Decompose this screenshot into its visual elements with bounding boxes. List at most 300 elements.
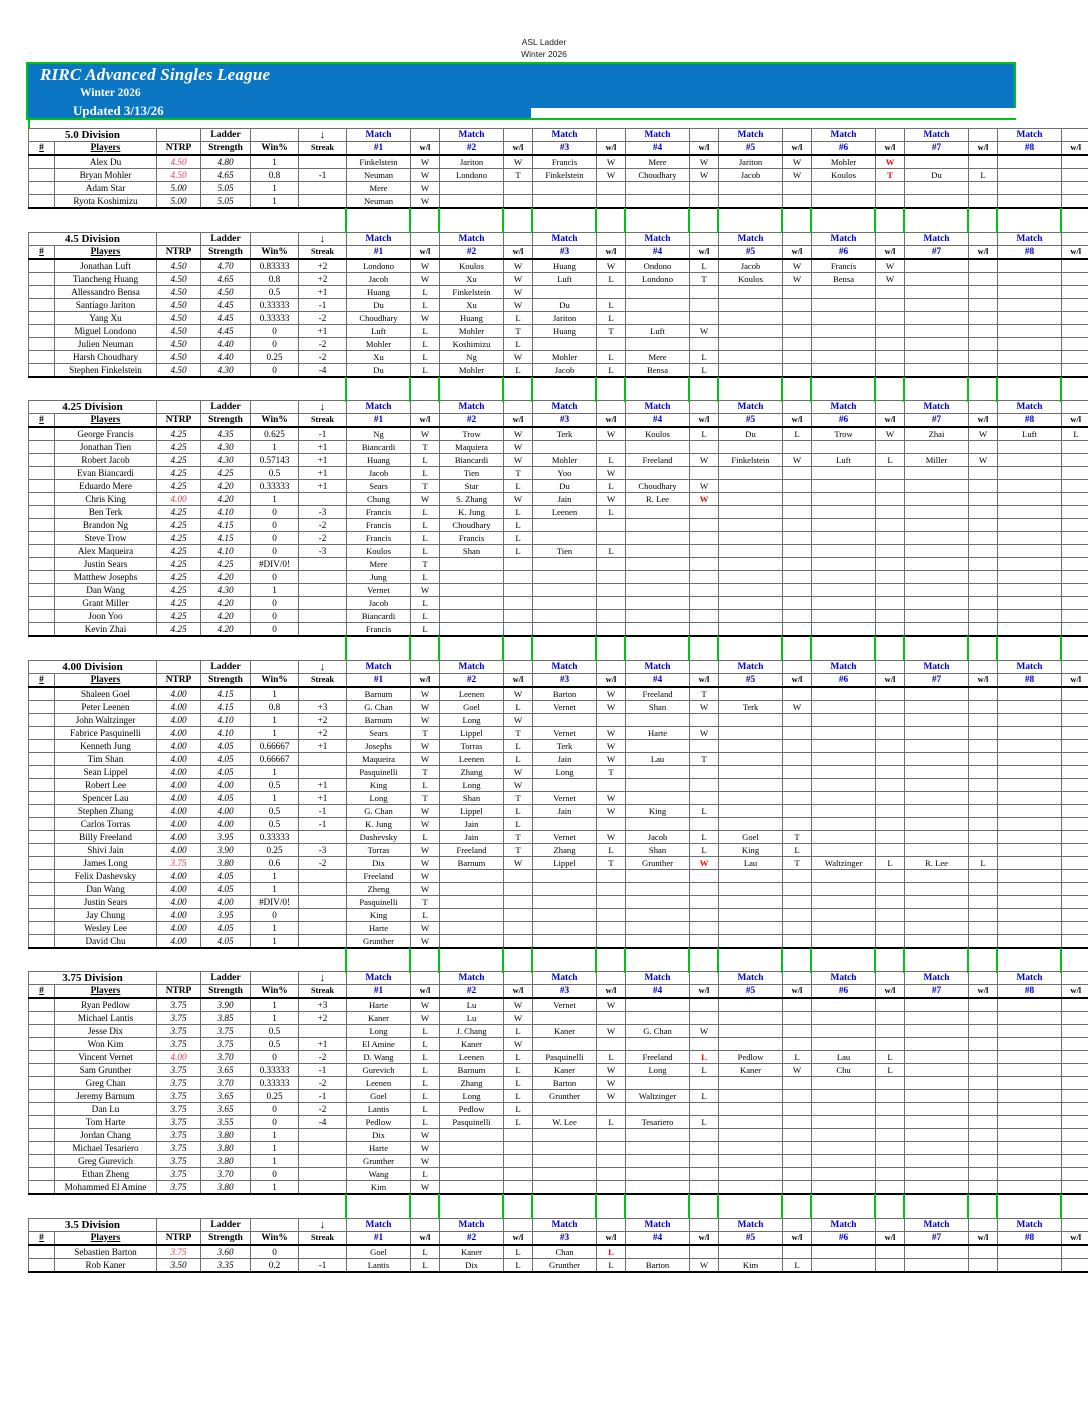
match-result-8[interactable] xyxy=(1062,843,1088,856)
match-opponent-1[interactable]: Maqueira xyxy=(347,752,411,765)
match-opponent-1[interactable]: Long xyxy=(347,791,411,804)
player-row[interactable] xyxy=(29,493,1088,506)
match-opponent-6[interactable] xyxy=(812,908,876,921)
match-result-8[interactable] xyxy=(1062,882,1088,895)
rank-cell[interactable] xyxy=(29,700,55,713)
match-result-1[interactable]: W xyxy=(411,1129,440,1142)
match-result-7[interactable] xyxy=(969,1258,998,1272)
match-opponent-5[interactable] xyxy=(719,1116,783,1129)
match-result-8[interactable] xyxy=(1062,752,1088,765)
match-result-6[interactable] xyxy=(876,726,905,739)
match-result-1[interactable]: T xyxy=(411,791,440,804)
ntrp-value[interactable]: 3.75 xyxy=(157,1077,201,1090)
match-opponent-1[interactable]: Mere xyxy=(347,558,411,571)
match-result-5[interactable] xyxy=(783,1103,812,1116)
match-opponent-7[interactable] xyxy=(905,480,969,493)
match-opponent-1[interactable]: Londono xyxy=(347,259,411,273)
match-opponent-2[interactable] xyxy=(440,195,504,209)
match-opponent-7[interactable] xyxy=(905,259,969,273)
match-opponent-5[interactable] xyxy=(719,545,783,558)
match-opponent-8[interactable] xyxy=(998,558,1062,571)
match-opponent-1[interactable]: Torras xyxy=(347,843,411,856)
player-name[interactable]: Wesley Lee xyxy=(55,921,157,934)
match-result-1[interactable]: W xyxy=(411,752,440,765)
match-result-3[interactable] xyxy=(597,195,626,209)
streak-value[interactable]: -2 xyxy=(299,519,347,532)
match-opponent-2[interactable]: Londono xyxy=(440,169,504,182)
match-opponent-1[interactable]: Zheng xyxy=(347,882,411,895)
match-result-6[interactable] xyxy=(876,908,905,921)
match-result-5[interactable]: L xyxy=(783,1051,812,1064)
match-opponent-6[interactable]: Chu xyxy=(812,1064,876,1077)
match-opponent-5[interactable] xyxy=(719,791,783,804)
match-opponent-3[interactable]: Tien xyxy=(533,545,597,558)
rank-cell[interactable] xyxy=(29,545,55,558)
ladder-strength-value[interactable]: 4.45 xyxy=(201,311,251,324)
match-opponent-3[interactable] xyxy=(533,1168,597,1181)
match-opponent-1[interactable]: Mere xyxy=(347,182,411,195)
match-result-8[interactable] xyxy=(1062,532,1088,545)
match-result-1[interactable]: W xyxy=(411,311,440,324)
streak-value[interactable]: +1 xyxy=(299,480,347,493)
player-name[interactable]: Ethan Zheng xyxy=(55,1168,157,1181)
match-opponent-8[interactable] xyxy=(998,1116,1062,1129)
match-result-1[interactable]: W xyxy=(411,584,440,597)
match-opponent-2[interactable] xyxy=(440,597,504,610)
match-opponent-3[interactable] xyxy=(533,532,597,545)
player-row[interactable] xyxy=(29,1155,1088,1168)
ladder-strength-value[interactable]: 4.00 xyxy=(201,817,251,830)
rank-cell[interactable] xyxy=(29,882,55,895)
ntrp-value[interactable]: 3.75 xyxy=(157,1168,201,1181)
match-opponent-1[interactable]: Grunther xyxy=(347,934,411,948)
match-opponent-2[interactable]: Star xyxy=(440,480,504,493)
match-opponent-5[interactable]: King xyxy=(719,843,783,856)
ntrp-value[interactable]: 4.25 xyxy=(157,623,201,637)
match-result-7[interactable] xyxy=(969,1064,998,1077)
player-name[interactable]: Santiago Jariton xyxy=(55,298,157,311)
win-percentage-value[interactable]: 0 xyxy=(251,519,299,532)
match-opponent-6[interactable] xyxy=(812,1103,876,1116)
ntrp-value[interactable]: 4.50 xyxy=(157,363,201,377)
ntrp-value[interactable]: 3.75 xyxy=(157,1103,201,1116)
match-opponent-4[interactable] xyxy=(626,765,690,778)
ntrp-value[interactable]: 4.50 xyxy=(157,272,201,285)
match-opponent-7[interactable] xyxy=(905,998,969,1012)
match-opponent-2[interactable]: Trow xyxy=(440,427,504,441)
player-row[interactable] xyxy=(29,1025,1088,1038)
player-row[interactable] xyxy=(29,337,1088,350)
match-opponent-8[interactable] xyxy=(998,480,1062,493)
match-opponent-5[interactable] xyxy=(719,285,783,298)
ntrp-value[interactable]: 4.00 xyxy=(157,726,201,739)
win-percentage-value[interactable]: 0.33333 xyxy=(251,311,299,324)
match-result-3[interactable]: L xyxy=(597,480,626,493)
match-opponent-3[interactable]: Vernet xyxy=(533,700,597,713)
match-opponent-2[interactable] xyxy=(440,1155,504,1168)
player-row[interactable] xyxy=(29,610,1088,623)
player-row[interactable] xyxy=(29,558,1088,571)
match-result-7[interactable] xyxy=(969,584,998,597)
player-row[interactable] xyxy=(29,934,1088,948)
match-opponent-1[interactable]: Du xyxy=(347,363,411,377)
player-name[interactable]: Peter Leenen xyxy=(55,700,157,713)
match-result-2[interactable]: W xyxy=(504,350,533,363)
match-opponent-2[interactable]: J. Chang xyxy=(440,1025,504,1038)
match-result-7[interactable] xyxy=(969,817,998,830)
match-opponent-6[interactable]: Francis xyxy=(812,259,876,273)
match-result-4[interactable] xyxy=(690,1103,719,1116)
match-opponent-4[interactable] xyxy=(626,934,690,948)
match-opponent-4[interactable]: King xyxy=(626,804,690,817)
match-result-1[interactable]: W xyxy=(411,427,440,441)
match-result-5[interactable] xyxy=(783,765,812,778)
match-opponent-3[interactable] xyxy=(533,1142,597,1155)
match-result-6[interactable] xyxy=(876,493,905,506)
match-result-6[interactable]: L xyxy=(876,454,905,467)
match-opponent-8[interactable] xyxy=(998,713,1062,726)
match-result-8[interactable] xyxy=(1062,597,1088,610)
match-opponent-4[interactable]: Luft xyxy=(626,324,690,337)
match-opponent-4[interactable] xyxy=(626,182,690,195)
match-result-7[interactable] xyxy=(969,311,998,324)
player-name[interactable]: Sebastien Barton xyxy=(55,1245,157,1259)
ladder-strength-value[interactable]: 3.95 xyxy=(201,908,251,921)
match-opponent-5[interactable] xyxy=(719,1012,783,1025)
match-opponent-2[interactable]: Kaner xyxy=(440,1245,504,1259)
match-opponent-1[interactable]: Jung xyxy=(347,571,411,584)
win-percentage-value[interactable]: 0.8 xyxy=(251,169,299,182)
match-result-7[interactable] xyxy=(969,1116,998,1129)
match-result-2[interactable] xyxy=(504,908,533,921)
match-opponent-5[interactable]: Finkelstein xyxy=(719,454,783,467)
ladder-strength-value[interactable]: 4.45 xyxy=(201,298,251,311)
ntrp-value[interactable]: 4.25 xyxy=(157,427,201,441)
match-result-3[interactable] xyxy=(597,882,626,895)
match-result-4[interactable] xyxy=(690,1012,719,1025)
match-opponent-4[interactable] xyxy=(626,882,690,895)
match-result-6[interactable] xyxy=(876,1168,905,1181)
match-result-6[interactable] xyxy=(876,739,905,752)
match-opponent-5[interactable] xyxy=(719,571,783,584)
match-opponent-1[interactable]: Biancardi xyxy=(347,610,411,623)
player-name[interactable]: Shaleen Goel xyxy=(55,687,157,701)
streak-value[interactable]: -2 xyxy=(299,350,347,363)
win-percentage-value[interactable]: 0.5 xyxy=(251,1038,299,1051)
match-result-8[interactable] xyxy=(1062,1181,1088,1195)
player-name[interactable]: Fabrice Pasquinelli xyxy=(55,726,157,739)
match-result-6[interactable] xyxy=(876,363,905,377)
match-result-7[interactable] xyxy=(969,324,998,337)
match-result-4[interactable] xyxy=(690,1142,719,1155)
match-result-3[interactable] xyxy=(597,1155,626,1168)
match-result-4[interactable]: W xyxy=(690,454,719,467)
rank-cell[interactable] xyxy=(29,506,55,519)
match-result-1[interactable]: L xyxy=(411,610,440,623)
match-opponent-8[interactable] xyxy=(998,1012,1062,1025)
win-percentage-value[interactable]: 0.33333 xyxy=(251,1077,299,1090)
match-opponent-8[interactable] xyxy=(998,856,1062,869)
match-result-3[interactable]: W xyxy=(597,791,626,804)
win-percentage-value[interactable]: 0.66667 xyxy=(251,739,299,752)
rank-cell[interactable] xyxy=(29,778,55,791)
match-opponent-8[interactable] xyxy=(998,1077,1062,1090)
match-result-3[interactable]: L xyxy=(597,311,626,324)
win-percentage-value[interactable]: #DIV/0! xyxy=(251,895,299,908)
match-opponent-3[interactable]: Finkelstein xyxy=(533,169,597,182)
match-opponent-3[interactable] xyxy=(533,817,597,830)
match-opponent-8[interactable] xyxy=(998,298,1062,311)
match-opponent-4[interactable] xyxy=(626,1245,690,1259)
match-result-2[interactable]: W xyxy=(504,454,533,467)
match-result-6[interactable] xyxy=(876,778,905,791)
match-opponent-4[interactable] xyxy=(626,195,690,209)
ntrp-value[interactable]: 5.00 xyxy=(157,195,201,209)
match-result-7[interactable] xyxy=(969,558,998,571)
match-opponent-1[interactable]: Francis xyxy=(347,506,411,519)
match-result-8[interactable] xyxy=(1062,182,1088,195)
match-result-8[interactable] xyxy=(1062,1038,1088,1051)
match-opponent-3[interactable]: Kaner xyxy=(533,1025,597,1038)
match-opponent-5[interactable] xyxy=(719,182,783,195)
streak-value[interactable]: -1 xyxy=(299,804,347,817)
ladder-strength-value[interactable]: 3.90 xyxy=(201,843,251,856)
match-result-3[interactable] xyxy=(597,337,626,350)
match-result-2[interactable] xyxy=(504,182,533,195)
match-result-3[interactable] xyxy=(597,895,626,908)
match-result-6[interactable] xyxy=(876,1129,905,1142)
match-opponent-1[interactable]: Harte xyxy=(347,1142,411,1155)
match-result-5[interactable]: W xyxy=(783,259,812,273)
player-name[interactable]: Felix Dashevsky xyxy=(55,869,157,882)
player-row[interactable] xyxy=(29,467,1088,480)
match-result-1[interactable]: W xyxy=(411,804,440,817)
win-percentage-value[interactable]: 1 xyxy=(251,765,299,778)
match-result-8[interactable] xyxy=(1062,623,1088,637)
match-result-7[interactable] xyxy=(969,934,998,948)
win-percentage-value[interactable]: 1 xyxy=(251,195,299,209)
streak-value[interactable]: -1 xyxy=(299,1258,347,1272)
streak-value[interactable] xyxy=(299,921,347,934)
streak-value[interactable] xyxy=(299,830,347,843)
match-opponent-5[interactable]: Terk xyxy=(719,700,783,713)
match-result-3[interactable] xyxy=(597,182,626,195)
match-result-5[interactable] xyxy=(783,1129,812,1142)
match-opponent-5[interactable]: Kim xyxy=(719,1258,783,1272)
match-opponent-5[interactable] xyxy=(719,921,783,934)
match-result-3[interactable] xyxy=(597,519,626,532)
match-result-5[interactable] xyxy=(783,1155,812,1168)
ladder-strength-value[interactable]: 4.05 xyxy=(201,739,251,752)
match-opponent-5[interactable] xyxy=(719,765,783,778)
player-row[interactable] xyxy=(29,441,1088,454)
match-result-2[interactable] xyxy=(504,1181,533,1195)
win-percentage-value[interactable]: 0 xyxy=(251,1103,299,1116)
match-result-6[interactable] xyxy=(876,311,905,324)
match-opponent-6[interactable] xyxy=(812,1258,876,1272)
player-row[interactable] xyxy=(29,363,1088,377)
match-opponent-4[interactable]: Barton xyxy=(626,1258,690,1272)
match-opponent-4[interactable] xyxy=(626,1077,690,1090)
streak-value[interactable]: +2 xyxy=(299,272,347,285)
match-opponent-2[interactable]: Shan xyxy=(440,791,504,804)
match-result-5[interactable] xyxy=(783,778,812,791)
match-opponent-4[interactable]: Shan xyxy=(626,843,690,856)
match-result-6[interactable] xyxy=(876,324,905,337)
match-result-7[interactable] xyxy=(969,1155,998,1168)
match-result-6[interactable] xyxy=(876,921,905,934)
match-result-3[interactable] xyxy=(597,610,626,623)
match-opponent-1[interactable]: Chung xyxy=(347,493,411,506)
match-opponent-6[interactable] xyxy=(812,934,876,948)
match-result-3[interactable]: W xyxy=(597,1025,626,1038)
match-result-3[interactable] xyxy=(597,1129,626,1142)
match-result-6[interactable]: W xyxy=(876,427,905,441)
match-result-1[interactable]: W xyxy=(411,817,440,830)
match-result-8[interactable] xyxy=(1062,467,1088,480)
match-opponent-1[interactable]: Long xyxy=(347,1025,411,1038)
ntrp-value[interactable]: 4.25 xyxy=(157,571,201,584)
match-opponent-4[interactable]: Waltzinger xyxy=(626,1090,690,1103)
match-result-4[interactable]: L xyxy=(690,259,719,273)
match-result-4[interactable] xyxy=(690,311,719,324)
match-opponent-4[interactable] xyxy=(626,869,690,882)
match-result-4[interactable] xyxy=(690,817,719,830)
match-opponent-2[interactable]: Mohler xyxy=(440,363,504,377)
ntrp-value[interactable]: 3.75 xyxy=(157,1155,201,1168)
match-result-4[interactable]: L xyxy=(690,1090,719,1103)
player-name[interactable]: Vincent Vernet xyxy=(55,1051,157,1064)
match-opponent-5[interactable] xyxy=(719,350,783,363)
match-opponent-1[interactable]: Sears xyxy=(347,726,411,739)
match-opponent-1[interactable]: Josephs xyxy=(347,739,411,752)
match-opponent-6[interactable]: Lau xyxy=(812,1051,876,1064)
ntrp-value[interactable]: 4.00 xyxy=(157,493,201,506)
player-row[interactable] xyxy=(29,1077,1088,1090)
match-result-5[interactable]: W xyxy=(783,155,812,169)
match-result-1[interactable]: W xyxy=(411,739,440,752)
match-result-7[interactable] xyxy=(969,182,998,195)
match-result-6[interactable] xyxy=(876,765,905,778)
rank-cell[interactable] xyxy=(29,1012,55,1025)
match-opponent-1[interactable]: Finkelstein xyxy=(347,155,411,169)
match-result-8[interactable] xyxy=(1062,610,1088,623)
player-name[interactable]: Dan Lu xyxy=(55,1103,157,1116)
match-opponent-8[interactable] xyxy=(998,843,1062,856)
match-result-5[interactable] xyxy=(783,493,812,506)
match-opponent-4[interactable] xyxy=(626,791,690,804)
match-opponent-8[interactable] xyxy=(998,454,1062,467)
match-opponent-8[interactable] xyxy=(998,726,1062,739)
match-opponent-2[interactable] xyxy=(440,1129,504,1142)
match-result-3[interactable] xyxy=(597,1168,626,1181)
match-result-8[interactable] xyxy=(1062,311,1088,324)
player-name[interactable]: Jesse Dix xyxy=(55,1025,157,1038)
match-opponent-8[interactable] xyxy=(998,259,1062,273)
ladder-strength-value[interactable]: 3.80 xyxy=(201,1129,251,1142)
streak-value[interactable]: +3 xyxy=(299,998,347,1012)
match-opponent-7[interactable] xyxy=(905,1142,969,1155)
match-opponent-7[interactable] xyxy=(905,1090,969,1103)
match-result-5[interactable] xyxy=(783,324,812,337)
match-result-3[interactable]: L xyxy=(597,454,626,467)
match-opponent-4[interactable] xyxy=(626,1103,690,1116)
ladder-strength-value[interactable]: 3.60 xyxy=(201,1245,251,1259)
match-result-2[interactable]: W xyxy=(504,765,533,778)
match-result-7[interactable] xyxy=(969,830,998,843)
match-result-4[interactable]: L xyxy=(690,363,719,377)
match-result-2[interactable] xyxy=(504,1129,533,1142)
match-opponent-2[interactable] xyxy=(440,610,504,623)
match-opponent-1[interactable]: King xyxy=(347,908,411,921)
match-result-8[interactable] xyxy=(1062,1245,1088,1259)
player-row[interactable] xyxy=(29,817,1088,830)
match-result-8[interactable] xyxy=(1062,726,1088,739)
match-result-1[interactable]: L xyxy=(411,1064,440,1077)
match-result-5[interactable] xyxy=(783,895,812,908)
player-row[interactable] xyxy=(29,713,1088,726)
match-opponent-3[interactable]: Jain xyxy=(533,752,597,765)
ladder-strength-value[interactable]: 4.10 xyxy=(201,726,251,739)
match-result-6[interactable] xyxy=(876,713,905,726)
match-result-2[interactable]: W xyxy=(504,298,533,311)
match-result-2[interactable] xyxy=(504,597,533,610)
rank-cell[interactable] xyxy=(29,259,55,273)
match-result-6[interactable] xyxy=(876,1103,905,1116)
match-opponent-7[interactable] xyxy=(905,1245,969,1259)
match-opponent-1[interactable]: Jacob xyxy=(347,272,411,285)
rank-cell[interactable] xyxy=(29,817,55,830)
match-result-4[interactable] xyxy=(690,182,719,195)
match-opponent-2[interactable]: Finkelstein xyxy=(440,285,504,298)
ntrp-value[interactable]: 3.75 xyxy=(157,1025,201,1038)
ntrp-value[interactable]: 4.25 xyxy=(157,610,201,623)
match-opponent-4[interactable] xyxy=(626,1181,690,1195)
match-opponent-1[interactable]: Xu xyxy=(347,350,411,363)
match-result-4[interactable] xyxy=(690,285,719,298)
ntrp-value[interactable]: 4.25 xyxy=(157,519,201,532)
match-opponent-5[interactable]: Jacob xyxy=(719,169,783,182)
match-opponent-7[interactable] xyxy=(905,337,969,350)
ladder-strength-value[interactable]: 4.15 xyxy=(201,700,251,713)
match-opponent-8[interactable] xyxy=(998,623,1062,637)
rank-cell[interactable] xyxy=(29,441,55,454)
match-result-8[interactable] xyxy=(1062,908,1088,921)
match-opponent-2[interactable]: Leenen xyxy=(440,1051,504,1064)
match-opponent-4[interactable] xyxy=(626,1012,690,1025)
match-result-4[interactable]: W xyxy=(690,856,719,869)
match-result-1[interactable]: L xyxy=(411,337,440,350)
match-opponent-6[interactable]: Luft xyxy=(812,454,876,467)
match-opponent-4[interactable] xyxy=(626,467,690,480)
match-opponent-3[interactable]: Leenen xyxy=(533,506,597,519)
rank-cell[interactable] xyxy=(29,169,55,182)
match-opponent-1[interactable]: Gurevich xyxy=(347,1064,411,1077)
match-opponent-7[interactable] xyxy=(905,1077,969,1090)
match-result-5[interactable] xyxy=(783,441,812,454)
match-result-2[interactable]: L xyxy=(504,545,533,558)
match-result-5[interactable] xyxy=(783,1090,812,1103)
match-result-3[interactable]: L xyxy=(597,350,626,363)
win-percentage-value[interactable]: 0 xyxy=(251,1116,299,1129)
ladder-strength-value[interactable]: 4.10 xyxy=(201,506,251,519)
match-result-5[interactable]: W xyxy=(783,1064,812,1077)
ladder-strength-value[interactable]: 4.15 xyxy=(201,687,251,701)
ntrp-value[interactable]: 3.75 xyxy=(157,856,201,869)
streak-value[interactable]: +3 xyxy=(299,700,347,713)
player-name[interactable]: Rob Kaner xyxy=(55,1258,157,1272)
match-opponent-4[interactable] xyxy=(626,519,690,532)
